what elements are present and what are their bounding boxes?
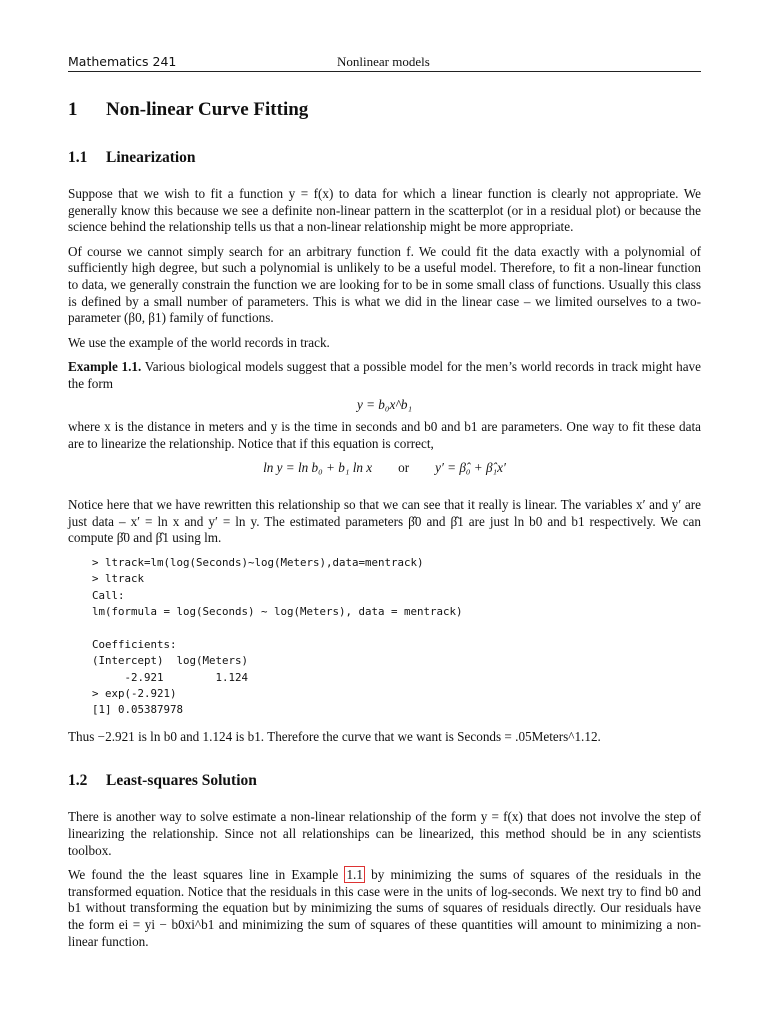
subsection-heading-linearization [68,148,701,168]
main-content [68,98,701,958]
example-paragraph [68,359,701,392]
paragraph: Of course we cannot simply search for an arbitrary function f. We could fit the data exactly with a polynomial of sufficiently high degree, but such a polynomial is unlikely to be a useful model. Therefore, to fit a non-linear function to data, we generally constrain the function we are looking for to be in some small class of functions. Usually this class is defined by a small number of parameters. This is what we did in the linear case – we limited ourselves to a two-parameter (β0, β1) family of functions. [68,243,701,326]
paragraph: Suppose that we wish to fit a function y = f(x) to data for which a linear function is clearly not appropriate. We generally know this because we see a definite non-linear pattern in the scatterplot (or in a residual plot) or because the science behind the relationship tells us that a non-linear relationship might be more appropriate. [68,186,701,235]
model-equation: y = b₀x^b₁ [356,396,413,412]
linearized-equation [68,460,701,477]
linear-equation: y′ = β̂₀ + β̂₁x′ [435,460,506,476]
paragraph: We use the example of the world records in track. [68,334,330,350]
section-heading [68,98,701,122]
section-title: Non-linear Curve Fitting [106,99,309,120]
example-reference-link[interactable]: 1.1 [346,867,363,883]
r-code-block: > ltrack=lm(log(Seconds)~log(Meters),data=mentrack) > ltrack Call: lm(formula = log(Seconds) ~ log(Meters), data = mentrack) Coefficients: (Intercept) log(Meters) -2.921 1.124 > exp(-2.921) [1] 0.05387978 [92,555,463,717]
paragraph [68,867,701,950]
paragraph: Thus −2.921 is ln b0 and 1.124 is b1. Therefore the curve that we want is Seconds = .05Meters^1.12. [68,728,601,744]
paragraph-text: We found the the least squares line in Example [68,867,345,883]
paragraph: where x is the distance in meters and y is the time in seconds and b0 and b1 are parameters. One way to fit these data are to linearize the relationship. Notice that if this equation is correct, [68,419,701,451]
example-text: Various biological models suggest that a possible model for the men’s world records in track might have the form [68,359,702,391]
section-number: 1 [68,99,78,120]
running-header-topic: Nonlinear models [337,54,430,69]
subsection-title: Linearization [106,149,196,166]
running-header-course: Mathematics 241 [68,54,177,69]
example-label: Example 1.1. [68,359,142,375]
paragraph: Notice here that we have rewritten this relationship so that we can see that it really is linear. The variables x′ and y′ are just data – x′ = ln x and y′ = ln y. The estimated parameters β̂0 and β̂1 are just ln b0 and b1 respectively. We can compute β̂0 and β̂1 using lm. [68,496,701,546]
log-equation: ln y = ln b₀ + b₁ ln x [263,460,373,476]
subsection-heading-least-squares [68,771,701,791]
or-word: or [398,460,410,476]
subsection-number: 1.1 [68,149,88,166]
subsection-number: 1.2 [68,772,88,790]
subsection-title: Least-squares Solution [106,772,257,790]
paragraph-text: by minimizing the sums of squares of the residuals in the transformed equation. Notice that the residuals in this case were in the units of log-seconds. We next try to find b0 and b1 without transforming the equation but by minimizing the sums of squares of residuals directly. Our residuals have the form ei = yi − b0xi^b1 and minimizing the sum of squares of these quantities will amount to minimizing a non-linear function. [68,867,701,949]
paragraph: There is another way to solve estimate a non-linear relationship of the form y = f(x) that does not involve the step of linearizing the relationship. Since not all relationships can be linearized, this method should be in any scientists toolbox. [68,809,701,858]
header-rule [68,71,701,72]
